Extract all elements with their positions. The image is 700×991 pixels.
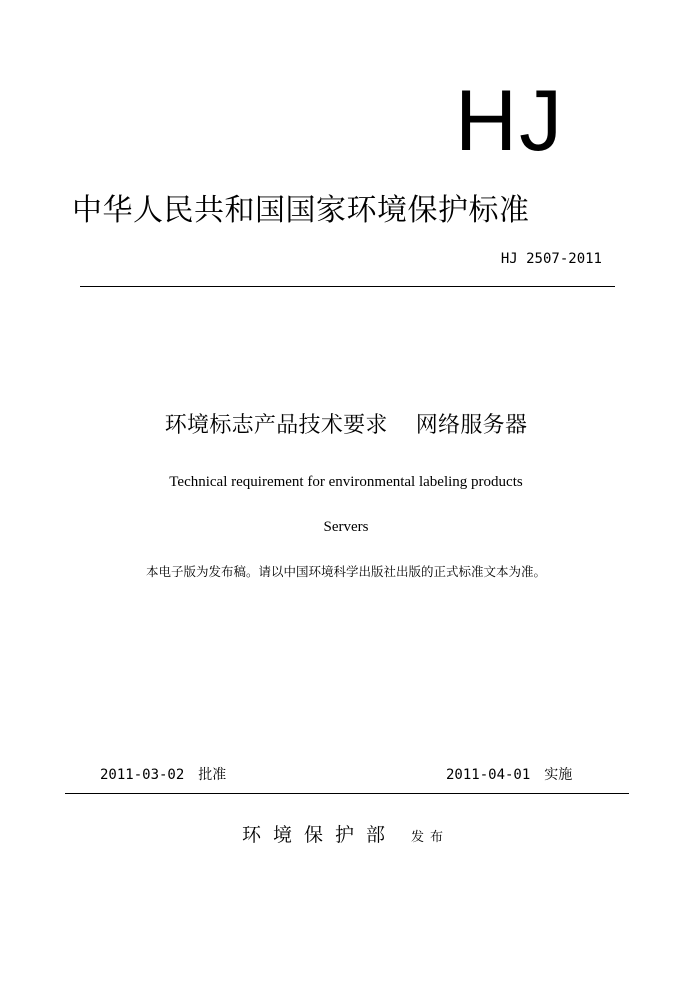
implement-label: 实施 — [544, 767, 573, 783]
document-title-en: Technical requirement for environmental labeling products — [169, 474, 523, 490]
publish-label: 发布 — [411, 830, 450, 845]
publisher-name: 环境保护部 — [242, 824, 398, 846]
document-subtitle-en: Servers — [323, 519, 369, 535]
hj-logo: HJ — [455, 73, 565, 169]
implement-date: 2011-04-01 — [446, 767, 531, 783]
title-cn-part1: 环境标志产品技术要求 — [164, 413, 388, 438]
approve-label: 批准 — [198, 767, 227, 783]
approve-date: 2011-03-02 — [100, 767, 185, 783]
top-divider — [80, 286, 615, 287]
approval-line — [100, 767, 226, 784]
bottom-divider — [65, 793, 629, 794]
title-cn-part2: 网络服务器 — [415, 413, 528, 438]
standard-number: HJ 2507-2011 — [500, 251, 602, 267]
publication-note: 本电子版为发布稿。请以中国环境科学出版社出版的正式标准文本为准。 — [145, 564, 546, 579]
implementation-line — [446, 767, 572, 784]
document-title-cn — [0, 413, 692, 439]
standard-organization-title: 中华人民共和国国家环境保护标准 — [72, 193, 530, 228]
